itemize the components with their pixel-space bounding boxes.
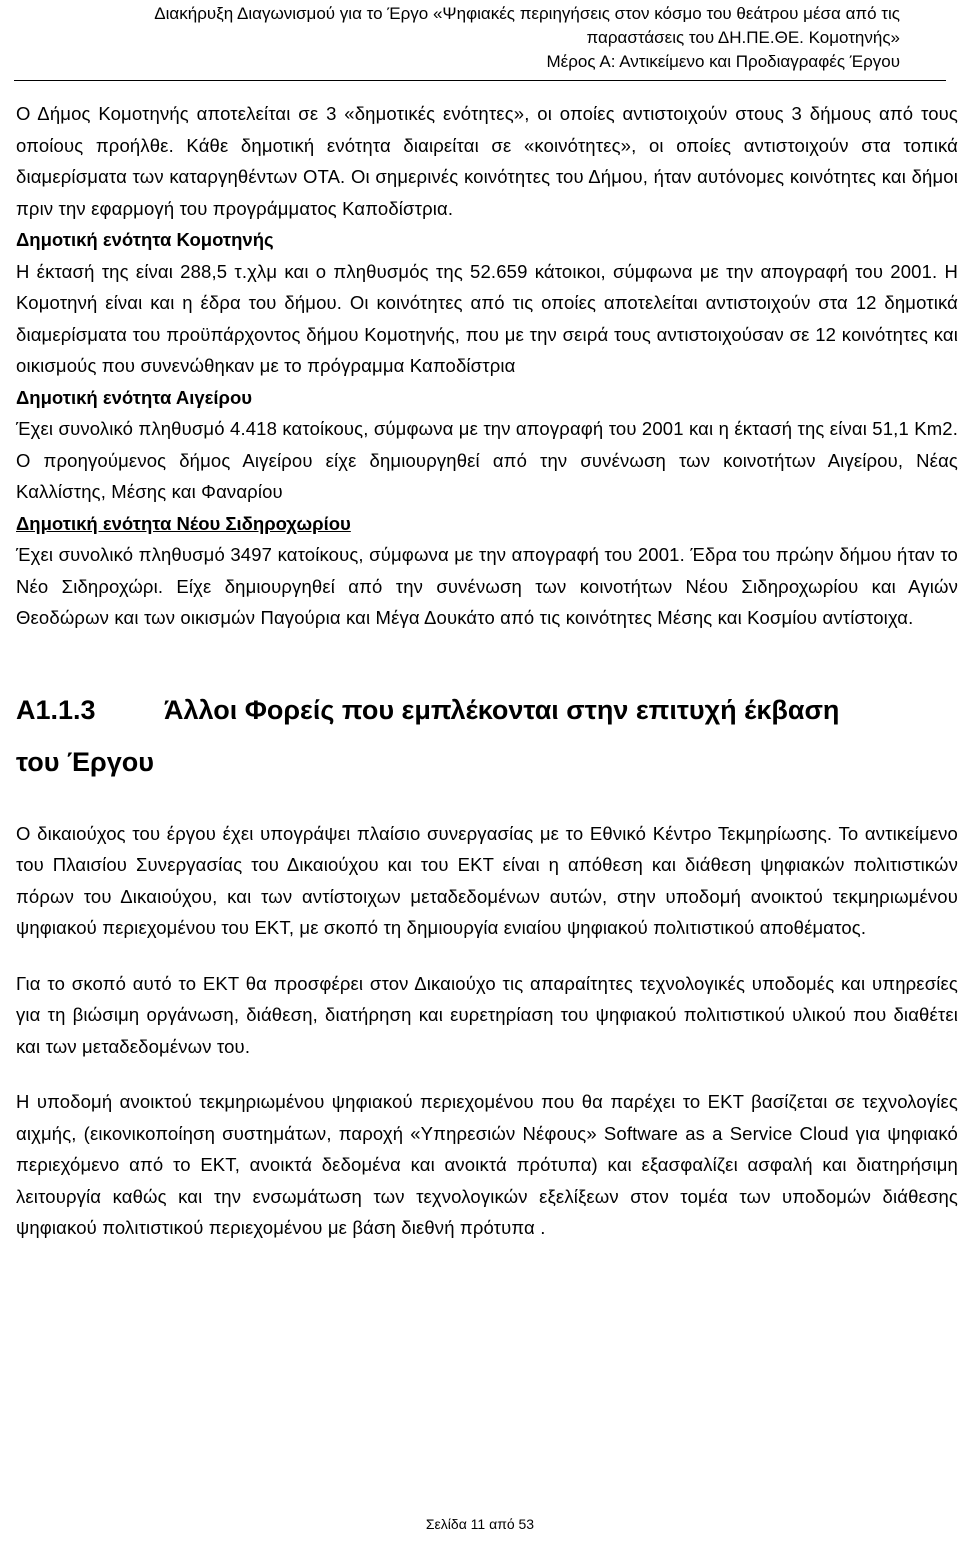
aigeiros-heading: Δημοτική ενότητα Αιγείρου bbox=[16, 386, 253, 408]
page-header bbox=[20, 2, 900, 74]
page-content bbox=[16, 98, 958, 1244]
section-number: Α1.1.3 bbox=[16, 694, 96, 725]
intro-paragraph: Ο Δήμος Κομοτηνής αποτελείται σε 3 «δημοτικές ενότητες», οι οποίες αντιστοιχούν στους 3 δήμους από τους οποίους προήλθε. Κάθε δημοτική ενότητα διαιρείται σε «κοινότητες», οι οποίες αντιστοιχούν στα τοπικά διαμερίσματα των καταργηθέντων ΟΤΑ. Οι σημερινές κοινότητες του Δήμου, ήταν αυτόνομες κοινότητες και δήμοι πριν την εφαρμογή του προγράμματος Καποδίστρια. bbox=[16, 103, 958, 219]
komotini-paragraph: Η έκτασή της είναι 288,5 τ.χλμ και ο πληθυσμός της 52.659 κάτοικοι, σύμφωνα με την απογραφή του 2001. Η Κομοτηνή είναι και η έδρα του δήμου. Οι κοινότητες από τις οποίες αποτελείται αντιστοιχούν στα 12 δημοτικά διαμερίσματα του προϋπάρχοντος δήμου Κομοτηνής, που με την σειρά τους αντιστοιχούσαν σε 12 κοινότητες και οικισμούς που συνενώθηκαν με το πρόγραμμα Καποδίστρια bbox=[16, 260, 958, 376]
section-paragraph-3: Η υποδομή ανοικτού τεκμηριωμένου ψηφιακού περιεχομένου που θα παρέχει το ΕΚΤ βασίζεται σε τεχνολογίες αιχμής, (εικονικοποίηση συστημάτων, παροχή «Υπηρεσιών Νέφους» Software as a Service Cloud για ψηφιακό περιεχόμενο από το ΕΚΤ, ανοικτά δεδομένα και ανοικτά πρότυπα) και εξασφαλίζει ασφαλή και διατηρήσιμη λειτουργία καθώς και την ενσωμάτωση των τεχνολογικών εξελίξεων στον τομέα των υποδομών διάθεσης ψηφιακού πολιτιστικού περιεχομένου με βάση διεθνή πρότυπα . bbox=[16, 1091, 958, 1238]
header-line-1: Διακήρυξη Διαγωνισμού για το Έργο «Ψηφιακές περιηγήσεις στον κόσμο του θεάτρου μέσα από τις bbox=[154, 4, 900, 23]
sidirochori-paragraph: Έχει συνολικό πληθυσμό 3497 κατοίκους, σύμφωνα με την απογραφή του 2001. Έδρα του πρώην δήμου ήταν το Νέο Σιδηροχώρι. Είχε δημιουργηθεί από την συνένωση των κοινοτήτων Νέου Σιδηροχωρίου και Αγιών Θεοδώρων και των οικισμών Παγούρια και Μέγα Δουκάτο από τις κοινότητες Μέσης και Κοσμίου αντίστοιχα. bbox=[16, 544, 958, 628]
aigeiros-paragraph: Έχει συνολικό πληθυσμό 4.418 κατοίκους, σύμφωνα με την απογραφή του 2001 και η έκτασή της είναι 51,1 Km2. Ο προηγούμενος δήμος Αιγείρου είχε δημιουργηθεί από την συνένωση των κοινοτήτων Αιγείρου, Νέας Καλλίστης, Μέσης και Φαναρίου bbox=[16, 418, 958, 502]
section-title-line-2: του Έργου bbox=[16, 746, 154, 777]
header-divider bbox=[14, 80, 946, 81]
section-title-line-1: Άλλοι Φορείς που εμπλέκονται στην επιτυχή έκβαση bbox=[164, 694, 840, 725]
section-paragraph-1: Ο δικαιούχος του έργου έχει υπογράψει πλαίσιο συνεργασίας με το Εθνικό Κέντρο Τεκμηρίωσης. Το αντικείμενο του Πλαισίου Συνεργασίας του Δικαιούχου και του ΕΚΤ είναι η απόθεση και διάθεση ψηφιακών πολιτιστικών πόρων του Δικαιούχου, και των αντίστοιχων μεταδεδομένων αυτών, στην υποδομή ανοικτού τεκμηριωμένου ψηφιακού περιεχομένου του ΕΚΤ, με σκοπό τη δημιουργία ενιαίου ψηφιακού πολιτιστικού αποθέματος. bbox=[16, 822, 958, 938]
section-heading bbox=[16, 684, 958, 788]
header-line-3: Μέρος Α: Αντικείμενο και Προδιαγραφές Έργου bbox=[546, 52, 900, 71]
komotini-heading: Δημοτική ενότητα Κομοτηνής bbox=[16, 229, 274, 250]
page-number-footer: Σελίδα 11 από 53 bbox=[425, 1516, 535, 1532]
header-line-2: παραστάσεις του ΔΗ.ΠΕ.ΘΕ. Κομοτηνής» bbox=[586, 28, 900, 47]
section-paragraph-2: Για το σκοπό αυτό το ΕΚΤ θα προσφέρει στον Δικαιούχο τις απαραίτητες τεχνολογικές υποδομές και υπηρεσίες για τη βιώσιμη οργάνωση, διάθεση, διατήρηση και ευρετηρίαση του ψηφιακού πολιτιστικού υλικού που διαθέτει και των μεταδεδομένων του. bbox=[16, 972, 958, 1057]
sidirochori-heading: Δημοτική ενότητα Νέου Σιδηροχωρίου bbox=[16, 512, 351, 534]
